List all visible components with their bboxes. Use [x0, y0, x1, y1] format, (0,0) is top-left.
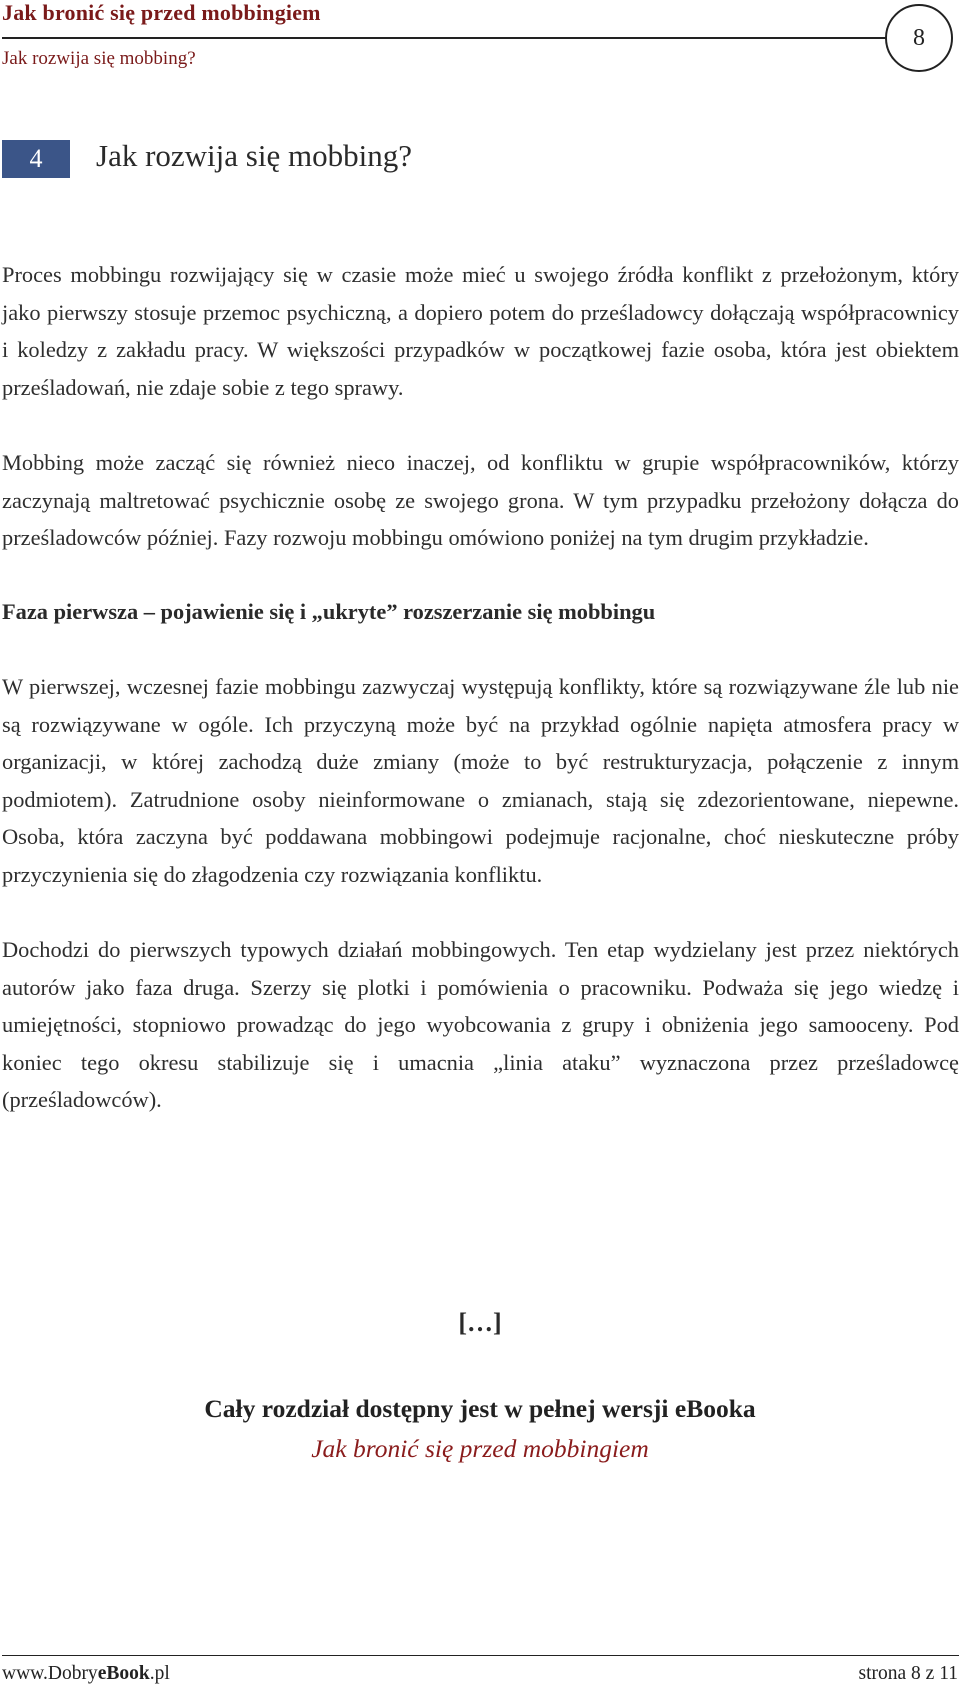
footer-page-label: strona 8 z 11 — [858, 1663, 958, 1684]
body-content — [2, 256, 959, 1119]
paragraph-3: W pierwszej, wczesnej fazie mobbingu zazwyczaj występują konflikty, które są rozwiązywane źle lub nie są rozwiązywane w ogóle. Ich przyczyną może być na przykład ogólnie napięta atmosfera pracy w organizacji, w której zachodzą duże zmiany (może to być restrukturyzacja, połączenie z innym podmiotem). Zatrudnione osoby nieinformowane o zmianach, stają się zdezorientowane, niepewne. Osoba, która zaczyna być poddawana mobbingowi podejmuje racjonalne, choć nieskuteczne próby przyczynienia się do złagodzenia czy rozwiązania konfliktu. — [2, 674, 959, 887]
footer-site-prefix: www.Dobry — [2, 1663, 98, 1684]
header-book-title: Jak bronić się przed mobbingiem — [2, 0, 321, 25]
section-subheading: Faza pierwsza – pojawienie się i „ukryte” rozszerzanie się mobbingu — [2, 598, 656, 624]
promo-book-link[interactable]: Jak bronić się przed mobbingiem — [311, 1434, 649, 1463]
footer-site-suffix: .pl — [149, 1663, 170, 1684]
footer-website-link[interactable] — [2, 1663, 170, 1685]
header-section-title: Jak rozwija się mobbing? — [2, 48, 196, 69]
omission-marker: […] — [458, 1308, 502, 1337]
footer-site-bold: eBook — [97, 1663, 150, 1684]
paragraph-2: Mobbing może zacząć się również nieco inaczej, od konfliktu w grupie współpracowników, którzy zaczynają maltretować psychicznie osobę ze swojego grona. W tym przypadku przełożony dołącza do prześladowców później. Fazy rozwoju mobbingu omówiono poniżej na tym drugim przykładzie. — [2, 450, 959, 550]
chapter-number-box: 4 — [2, 140, 70, 178]
page-number-badge: 8 — [885, 4, 953, 72]
paragraph-1: Proces mobbingu rozwijający się w czasie może mieć u swojego źródła konflikt z przełożonym, który jako pierwszy stosuje przemoc psychiczną, a dopiero potem do prześladowcy dołączają współpracownicy i koledzy z zakładu pracy. W większości przypadków w początkowej fazie osoba, która jest obiektem prześladowań, nie zdaje sobie z tego sprawy. — [2, 262, 959, 400]
header-divider — [2, 37, 887, 39]
paragraph-4: Dochodzi do pierwszych typowych działań mobbingowych. Ten etap wydzielany jest przez niektórych autorów jako faza druga. Szerzy się plotki i pomówienia o pracowniku. Podważa się jego wiedzę i umiejętności, stopniowo prowadząc do jego wyobcowania z grupy i obniżenia jego samooceny. Pod koniec tego okresu stabilizuje się i umacnia „linia ataku” wyznaczona przez prześladowcę (prześladowców). — [2, 937, 959, 1112]
promo-text: Cały rozdział dostępny jest w pełnej wersji eBooka — [204, 1394, 756, 1423]
footer-divider — [2, 1655, 959, 1656]
chapter-title: Jak rozwija się mobbing? — [96, 138, 412, 173]
